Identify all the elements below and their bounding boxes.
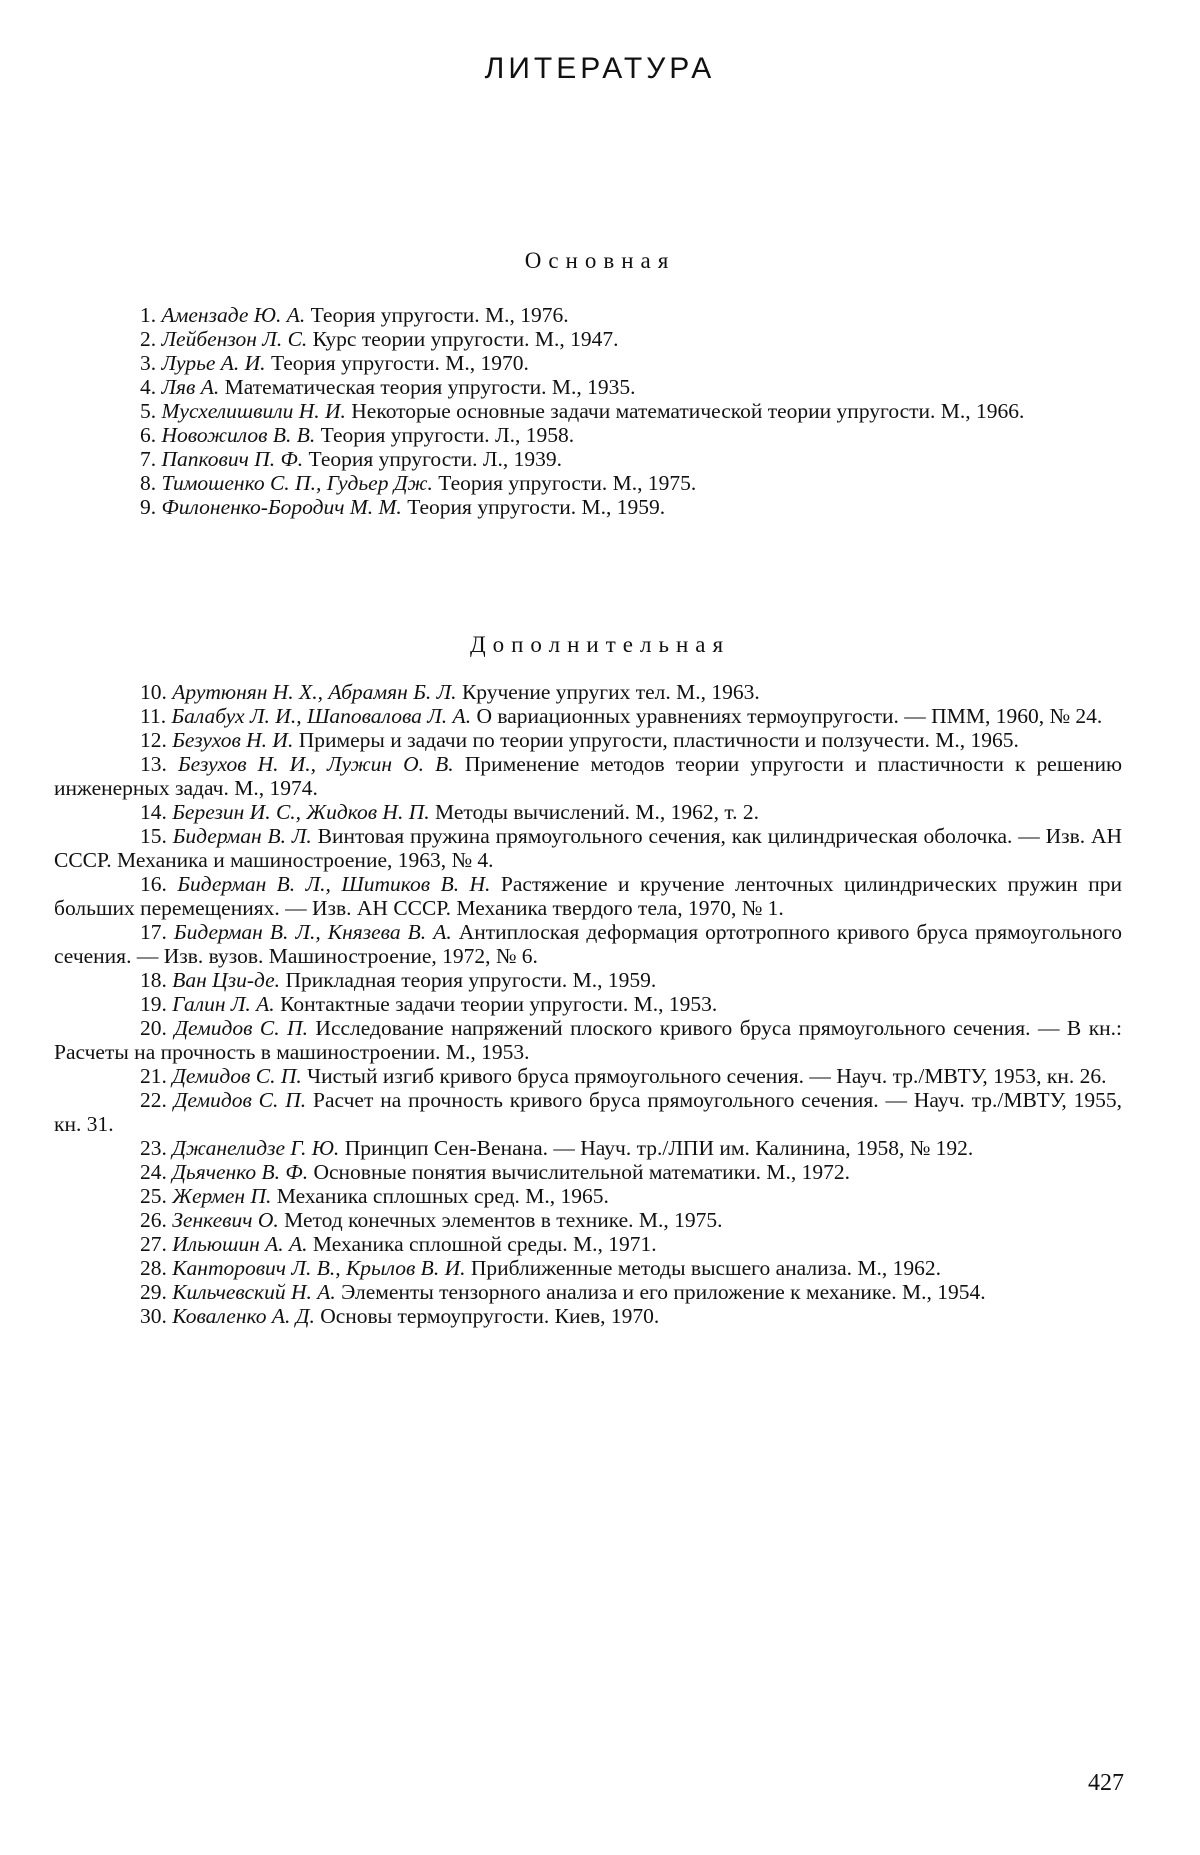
reference-author: Бидерман В. Л., Князева В. А. [173,920,452,944]
reference-text: Расчет на прочность кривого бруса прямоугольного сечения. — Науч. тр./МВТУ, 1955, кн. 31. [54,1088,1122,1136]
reference-text: Кручение упругих тел. М., 1963. [461,680,760,704]
reference-text: Теория упругости. М., 1959. [407,495,666,519]
reference-number: 22. [140,1088,167,1112]
reference-number: 17. [140,920,167,944]
reference-number: 12. [140,728,167,752]
reference-text: Исследование напряжений плоского кривого бруса прямоугольного сечения. — В кн.: Расчеты на прочность в машиностроении. М., 1953. [54,1016,1123,1064]
reference-author: Новожилов В. В. [161,423,316,447]
reference-author: Арутюнян Н. Х., Абрамян Б. Л. [172,680,457,704]
reference-item [54,920,1122,968]
reference-item [54,680,1122,704]
reference-item [54,447,1122,471]
reference-number: 30. [140,1304,167,1328]
reference-author: Амензаде Ю. А. [161,303,306,327]
reference-text: Некоторые основные задачи математической теории упругости. М., 1966. [351,399,1025,423]
reference-text: Методы вычислений. М., 1962, т. 2. [434,800,760,824]
reference-author: Дьяченко В. Ф. [172,1160,309,1184]
reference-number: 13. [140,752,167,776]
page-number: 427 [1088,1770,1124,1796]
reference-number: 25. [140,1184,167,1208]
reference-text: Применение методов теории упругости и пластичности к решению инженерных задач. М., 1974. [54,752,1123,800]
reference-item [54,1256,1122,1280]
reference-item [54,375,1122,399]
reference-author: Демидов С. П. [172,1064,302,1088]
reference-item [54,1280,1122,1304]
reference-author: Березин И. С., Жидков Н. П. [172,800,430,824]
reference-number: 9. [140,495,157,519]
reference-author: Ильюшин А. А. [172,1232,308,1256]
reference-number: 28. [140,1256,167,1280]
reference-item [54,1184,1122,1208]
reference-author: Демидов С. П. [173,1088,307,1112]
reference-number: 3. [140,351,157,375]
reference-author: Коваленко А. Д. [172,1304,315,1328]
reference-number: 7. [140,447,157,471]
reference-text: Основы термоупругости. Киев, 1970. [320,1304,660,1328]
reference-text: Курс теории упругости. М., 1947. [312,327,619,351]
reference-text: Механика сплошных сред. М., 1965. [276,1184,609,1208]
reference-text: Антиплоская деформация ортотропного кривого бруса прямоугольного сечения. — Изв. вузов. Машиностроение, 1972, № 6. [54,920,1123,968]
reference-item [54,872,1122,920]
reference-item [54,1064,1122,1088]
reference-number: 20. [140,1016,167,1040]
reference-item [54,752,1122,800]
reference-text: Приближенные методы высшего анализа. М., 1962. [470,1256,941,1280]
reference-author: Зенкевич О. [172,1208,279,1232]
reference-number: 2. [140,327,157,351]
reference-text: Теория упругости. М., 1975. [438,471,697,495]
reference-item [54,303,1122,327]
reference-text: Математическая теория упругости. М., 1935. [224,375,636,399]
reference-author: Бидерман В. Л., Шитиков В. Н. [177,872,491,896]
reference-item [54,728,1122,752]
page-title: ЛИТЕРАТУРА [484,52,716,85]
reference-item [54,800,1122,824]
reference-item [54,968,1122,992]
reference-text: Механика сплошной среды. М., 1971. [312,1232,657,1256]
section-heading-extra: Дополнительная [469,632,731,657]
reference-author: Канторович Л. В., Крылов В. И. [172,1256,466,1280]
reference-author: Бидерман В. Л. [172,824,312,848]
reference-number: 27. [140,1232,167,1256]
reference-number: 29. [140,1280,167,1304]
reference-author: Лурье А. И. [161,351,266,375]
reference-item [54,1304,1122,1328]
reference-item [54,351,1122,375]
reference-item [54,327,1122,351]
reference-number: 24. [140,1160,167,1184]
reference-text: Винтовая пружина прямоугольного сечения, как цилиндрическая оболочка. — Изв. АН СССР. Механика и машиностроение, 1963, № 4. [54,824,1123,872]
reference-author: Балабух Л. И., Шаповалова Л. А. [171,704,472,728]
reference-text: Чистый изгиб кривого бруса прямоугольного сечения. — Науч. тр./МВТУ, 1953, кн. 26. [307,1064,1107,1088]
reference-number: 8. [140,471,157,495]
reference-item [54,824,1122,872]
reference-author: Тимошенко С. П., Гудьер Дж. [161,471,433,495]
reference-number: 16. [140,872,167,896]
reference-text: Растяжение и кручение ленточных цилиндрических пружин при больших перемещениях. — Изв. АН СССР. Механика твердого тела, 1970, № 1. [54,872,1123,920]
reference-text: Теория упругости. Л., 1958. [320,423,575,447]
reference-author: Ляв А. [161,375,220,399]
reference-item [54,423,1122,447]
reference-author: Ван Цзи-де. [172,968,281,992]
reference-author: Безухов Н. И., Лужин О. В. [178,752,454,776]
reference-number: 5. [140,399,157,423]
reference-author: Кильчевский Н. А. [172,1280,336,1304]
reference-author: Галин Л. А. [172,992,275,1016]
reference-author: Безухов Н. И. [172,728,294,752]
reference-text: Примеры и задачи по теории упругости, пластичности и ползучести. М., 1965. [298,728,1019,752]
reference-list-main [54,303,1122,519]
reference-number: 10. [140,680,167,704]
reference-text: Элементы тензорного анализа и его приложение к механике. М., 1954. [341,1280,986,1304]
reference-author: Филоненко-Бородич М. М. [161,495,402,519]
reference-text: Теория упругости. Л., 1939. [308,447,562,471]
reference-item [54,1232,1122,1256]
reference-item [54,1160,1122,1184]
reference-author: Папкович П. Ф. [161,447,304,471]
reference-number: 1. [140,303,157,327]
reference-item [54,495,1122,519]
reference-number: 4. [140,375,157,399]
reference-number: 11. [140,704,167,728]
reference-author: Джанелидзе Г. Ю. [172,1136,340,1160]
reference-number: 26. [140,1208,167,1232]
reference-text: О вариационных уравнениях термоупругости. — ПММ, 1960, № 24. [476,704,1103,728]
reference-item [54,399,1122,423]
reference-item [54,1088,1122,1136]
reference-list-extra [54,680,1122,1328]
reference-number: 19. [140,992,167,1016]
reference-author: Лейбензон Л. С. [161,327,308,351]
reference-number: 18. [140,968,167,992]
reference-author: Жермен П. [172,1184,272,1208]
reference-text: Принцип Сен-Венана. — Науч. тр./ЛПИ им. Калинина, 1958, № 192. [344,1136,974,1160]
reference-item [54,704,1122,728]
reference-text: Прикладная теория упругости. М., 1959. [285,968,657,992]
reference-item [54,1208,1122,1232]
reference-item [54,1016,1122,1064]
reference-number: 15. [140,824,167,848]
reference-number: 23. [140,1136,167,1160]
reference-text: Теория упругости. М., 1976. [310,303,569,327]
reference-number: 21. [140,1064,167,1088]
reference-item [54,992,1122,1016]
reference-item [54,471,1122,495]
reference-number: 14. [140,800,167,824]
section-heading-main: Основная [524,248,676,273]
reference-text: Теория упругости. М., 1970. [270,351,529,375]
reference-author: Мусхелишвили Н. И. [161,399,346,423]
reference-number: 6. [140,423,157,447]
reference-text: Контактные задачи теории упругости. М., 1953. [280,992,718,1016]
reference-text: Основные понятия вычислительной математики. М., 1972. [313,1160,850,1184]
reference-text: Метод конечных элементов в технике. М., 1975. [284,1208,723,1232]
reference-author: Демидов С. П. [174,1016,308,1040]
reference-item [54,1136,1122,1160]
